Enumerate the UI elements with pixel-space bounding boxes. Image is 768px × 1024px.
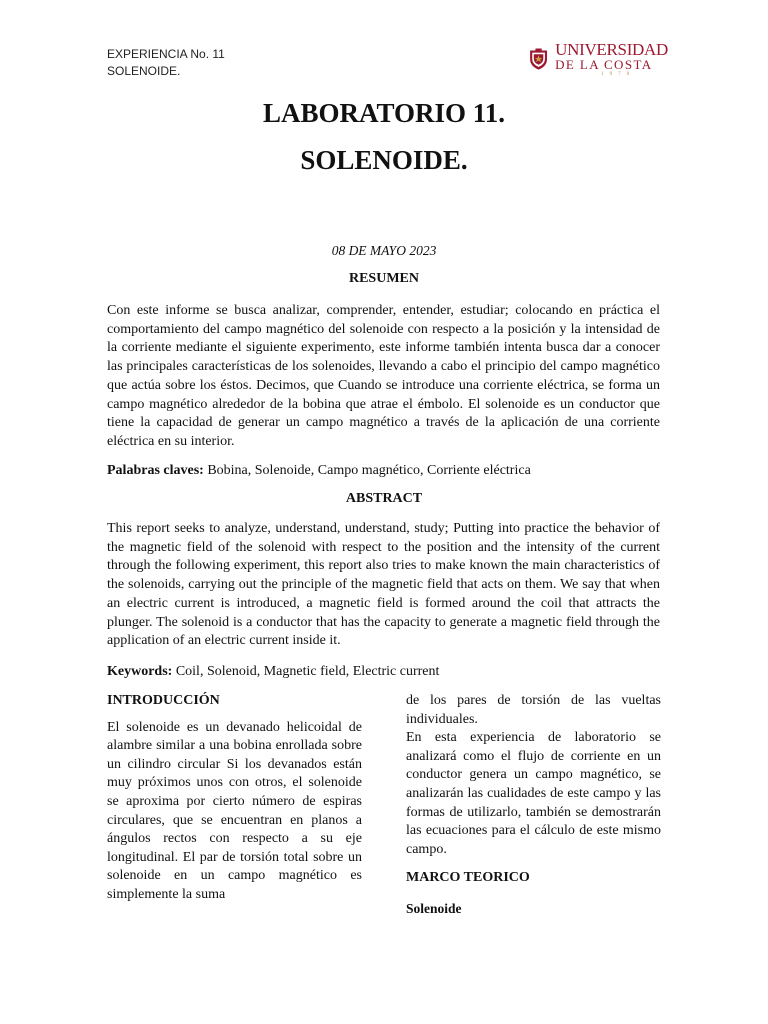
shield-icon (528, 37, 549, 81)
document-header (107, 46, 225, 80)
right-column (406, 692, 661, 919)
keywords-label: Keywords: (107, 664, 173, 679)
resumen-paragraph: Con este informe se busca analizar, comprender, entender, estudiar; colocando en práctica el comportamiento del campo magnético del solenoide con respecto a la posición y la intensidad de la corriente mediante el siguiente experimento, este informe también intenta busca dar a conocer las principales características de los solenoides, llevando a cabo el principio del campo magnético que actúa sobre los éstos. Decimos, que Cuando se introduce una corriente eléctrica, se forma un campo magnético alrededor de la bobina que atrae el émbolo. El solenoide es un conductor que tiene la capacidad de generar un campo magnético a través de la aplicación de una corriente eléctrica en su interior. (107, 303, 660, 449)
palabras-claves-values: Bobina, Solenoide, Campo magnético, Corriente eléctrica (203, 463, 531, 478)
document-title-line-2: SOLENOIDE. (300, 145, 468, 175)
resumen-heading: RESUMEN (348, 271, 419, 286)
logo-line-3: 1970 (601, 71, 636, 77)
logo-line-2: DE LA COSTA (555, 56, 653, 72)
logo-line-1: UNIVERSIDAD (555, 39, 668, 59)
logo-wordmark (555, 41, 668, 78)
solenoide-subheading: Solenoide (406, 900, 462, 916)
palabras-claves (107, 462, 660, 480)
header-experiencia: EXPERIENCIA No. 11 (107, 47, 225, 61)
keywords (107, 663, 660, 681)
marco-teorico-heading: MARCO TEORICO (406, 870, 530, 886)
palabras-claves-label: Palabras claves: (107, 463, 204, 478)
introduccion-paragraph-left: El solenoide es un devanado helicoidal de alambre similar a una bobina enrollada sobre un cilindro circular Si los devanados están muy próximos unos con otros, el solenoide se aproxima por cierto número de espiras circulares, que se encuentran en planos a ángulos rectos con respecto a su eje longitudinal. El par de torsión total sobre un solenoide en un campo magnético es simplemente la suma (107, 719, 362, 902)
introduccion-heading: INTRODUCCIÓN (107, 693, 220, 708)
document-date: 08 DE MAYO 2023 (331, 243, 437, 258)
header-subject: SOLENOIDE. (107, 64, 181, 78)
abstract-paragraph: This report seeks to analyze, understand, understand, study; Putting into practice the behavior of the magnetic field of the solenoid with respect to the position and the intensity of the current through the following experiment, this report also tries to make known the main characteristics of the solenoids, carrying out the principle of the magnetic field that acts on them. We say that when an electric current is introduced, a magnetic field is formed around the coil that attracts the plunger. The solenoid is a conductor that has the capacity to generate a magnetic field through the application of an electric current inside it. (107, 521, 660, 649)
document-title-line-1: LABORATORIO 11. (262, 98, 506, 128)
left-column (107, 692, 362, 905)
university-logo (528, 36, 668, 82)
keywords-values: Coil, Solenoid, Magnetic field, Electric current (172, 664, 440, 679)
introduccion-paragraph-continued: de los pares de torsión de las vueltas individuales. (406, 693, 661, 727)
introduccion-paragraph-second: En esta experiencia de laboratorio se analizará como el flujo de corriente en un conductor genera un campo magnético, se analizarán las cualidades de este campo y las formas de utilizarlo, también se demostrarán las ecuaciones para el cálculo de este mismo campo. (406, 730, 661, 857)
abstract-heading: ABSTRACT (345, 491, 423, 506)
